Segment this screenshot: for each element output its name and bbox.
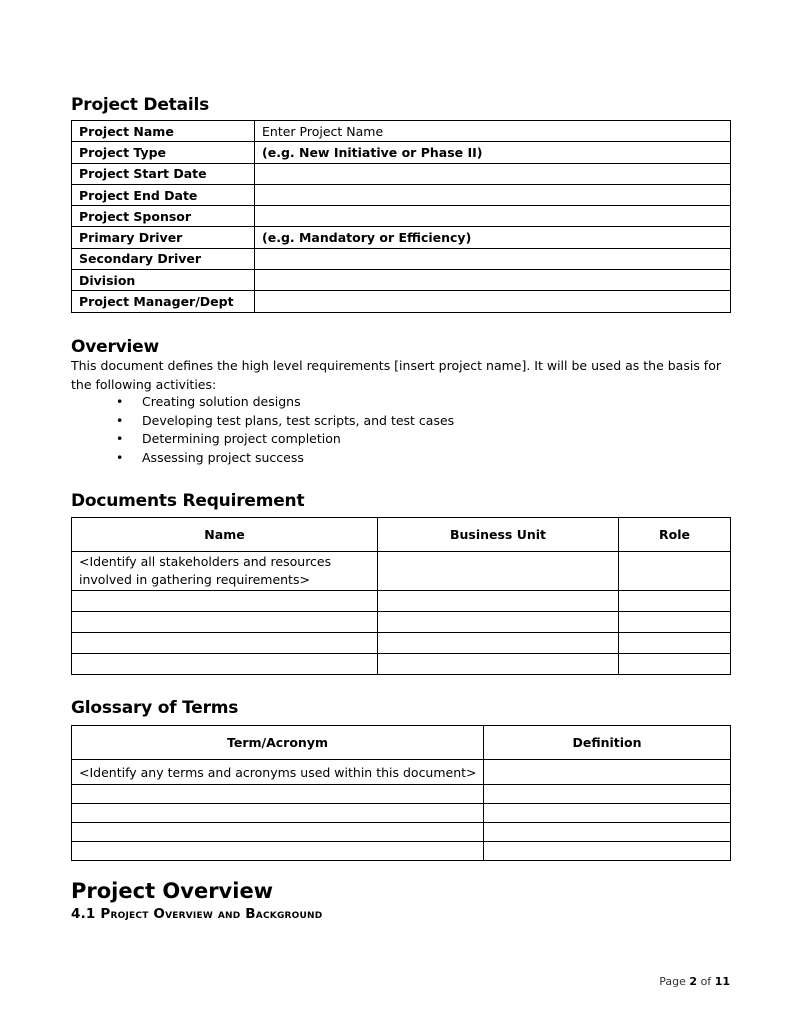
footer-page-total: 11 — [714, 975, 730, 988]
overview-text: This document defines the high level requirements [insert project name]. It will be used as the basis for the following activities: — [71, 358, 721, 392]
detail-value[interactable] — [255, 270, 731, 291]
table-cell[interactable] — [484, 760, 731, 785]
project-overview-subheading: 4.1 Project Overview and Background — [71, 906, 323, 922]
detail-label: Project Sponsor — [72, 206, 255, 227]
bullet-icon: • — [116, 412, 124, 428]
glossary-heading: Glossary of Terms — [71, 698, 239, 718]
page-footer — [659, 975, 730, 988]
table-cell[interactable] — [72, 654, 378, 675]
list-item — [116, 449, 454, 468]
table-row — [72, 142, 731, 163]
footer-page-number: 2 — [689, 975, 698, 988]
terms-placeholder-cell[interactable]: <Identify any terms and acronyms used within this document> — [72, 760, 484, 785]
table-cell[interactable] — [72, 633, 378, 654]
table-cell[interactable] — [72, 785, 484, 804]
detail-label: Primary Driver — [72, 227, 255, 248]
detail-label: Project Type — [72, 142, 255, 163]
table-row — [72, 163, 731, 184]
column-header-role: Role — [619, 518, 731, 552]
list-item — [116, 393, 454, 412]
table-cell[interactable] — [619, 654, 731, 675]
table-cell[interactable] — [378, 633, 619, 654]
detail-label: Project Start Date — [72, 163, 255, 184]
table-row — [72, 291, 731, 312]
table-cell[interactable] — [378, 552, 619, 591]
table-cell[interactable] — [72, 591, 378, 612]
list-item — [116, 430, 454, 449]
table-row — [72, 227, 731, 248]
project-details-table — [71, 120, 731, 313]
list-item-text: Creating solution designs — [142, 394, 301, 409]
overview-bullet-list — [116, 393, 454, 467]
table-cell[interactable] — [619, 552, 731, 591]
table-cell[interactable] — [619, 591, 731, 612]
table-cell[interactable] — [484, 804, 731, 823]
detail-value[interactable] — [255, 248, 731, 269]
bullet-icon: • — [116, 431, 124, 446]
table-cell[interactable] — [378, 654, 619, 675]
table-cell[interactable] — [72, 842, 484, 861]
documents-requirement-heading: Documents Requirement — [71, 491, 305, 511]
table-cell[interactable] — [619, 612, 731, 633]
table-cell[interactable] — [72, 612, 378, 633]
table-cell[interactable] — [72, 823, 484, 842]
bullet-icon: • — [116, 394, 124, 409]
project-overview-heading: Project Overview — [71, 879, 274, 903]
list-item — [116, 412, 454, 431]
documents-requirement-table — [71, 517, 731, 675]
table-cell[interactable] — [378, 612, 619, 633]
table-cell[interactable] — [619, 633, 731, 654]
detail-value[interactable]: (e.g. Mandatory or Efficiency) — [255, 227, 731, 248]
glossary-table — [71, 725, 731, 861]
table-cell[interactable] — [484, 842, 731, 861]
column-header-name: Name — [72, 518, 378, 552]
detail-label: Project End Date — [72, 184, 255, 205]
table-cell[interactable] — [72, 804, 484, 823]
detail-label: Project Name — [72, 121, 255, 142]
detail-value[interactable] — [255, 184, 731, 205]
footer-prefix: Page — [659, 975, 690, 988]
table-row — [72, 270, 731, 291]
detail-label: Secondary Driver — [72, 248, 255, 269]
table-cell[interactable] — [378, 591, 619, 612]
table-row — [72, 206, 731, 227]
footer-of: of — [697, 975, 715, 988]
detail-value[interactable]: Enter Project Name — [255, 121, 731, 142]
detail-value[interactable] — [255, 291, 731, 312]
table-row — [72, 121, 731, 142]
table-cell[interactable] — [484, 785, 731, 804]
stakeholders-placeholder-cell[interactable]: <Identify all stakeholders and resources involved in gathering requirements> — [72, 552, 378, 591]
detail-label: Division — [72, 270, 255, 291]
list-item-text: Assessing project success — [142, 449, 304, 465]
table-row — [72, 248, 731, 269]
column-header-term-acronym: Term/Acronym — [72, 726, 484, 760]
table-row — [72, 184, 731, 205]
bullet-icon: • — [116, 449, 124, 465]
column-header-definition: Definition — [484, 726, 731, 760]
column-header-business-unit: Business Unit — [378, 518, 619, 552]
detail-value[interactable] — [255, 206, 731, 227]
list-item-text: Determining project completion — [142, 431, 341, 446]
detail-value[interactable] — [255, 163, 731, 184]
overview-heading: Overview — [71, 337, 159, 357]
list-item-text: Developing test plans, test scripts, and test cases — [142, 412, 455, 428]
project-details-heading: Project Details — [71, 95, 210, 115]
table-cell[interactable] — [484, 823, 731, 842]
detail-value[interactable]: (e.g. New Initiative or Phase II) — [255, 142, 731, 163]
detail-label: Project Manager/Dept — [72, 291, 255, 312]
